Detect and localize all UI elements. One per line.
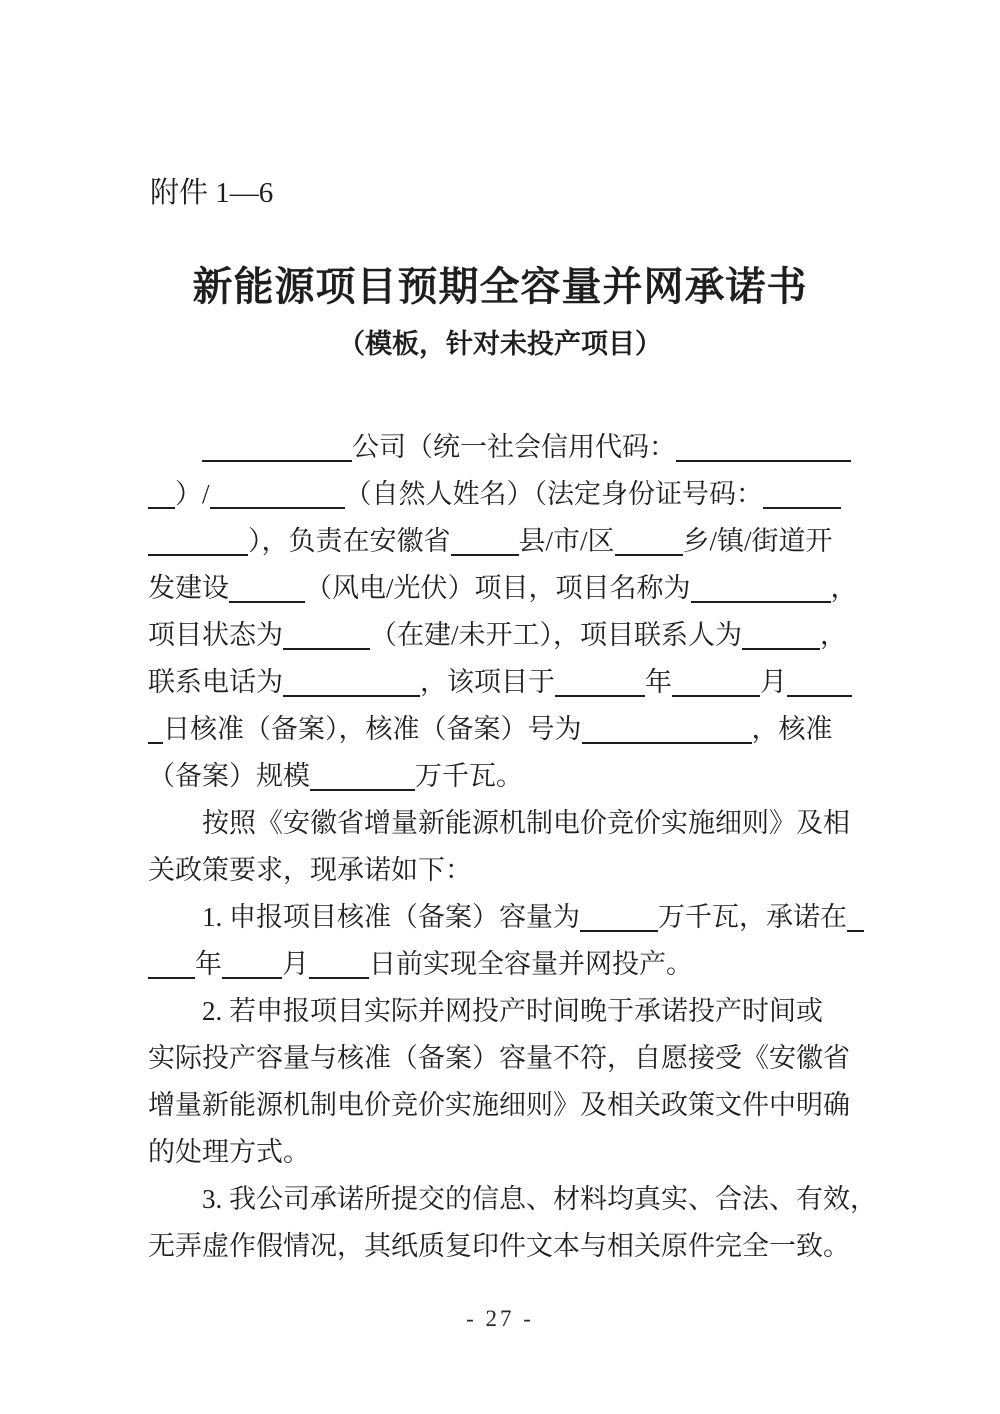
body-text: 公司（统一社会信用代码： [352, 432, 676, 462]
page-number: - 27 - [466, 1306, 534, 1331]
blank-field [451, 550, 519, 556]
body-line [148, 612, 862, 659]
blank-field [148, 503, 175, 509]
blank-field [555, 691, 645, 697]
body-line [148, 1129, 862, 1176]
blank-field [148, 973, 195, 979]
body-line [148, 1082, 862, 1129]
body-text: 年 [195, 949, 222, 979]
blank-field [676, 456, 851, 462]
body-text: 增量新能源机制电价竞价实施细则》及相关政策文件中明确 [148, 1090, 850, 1120]
body-line [148, 424, 862, 471]
body-text: 无弄虚作假情况，其纸质复印件文本与相关原件完全一致。 [148, 1231, 850, 1261]
document-title: 新能源项目预期全容量并网承诺书 [192, 265, 808, 309]
body-text: ，该项目于 [420, 667, 555, 697]
body-text: ），负责在安徽省 [248, 526, 451, 556]
body-text: 县/市/区 [518, 526, 615, 556]
body-line [148, 894, 862, 941]
blank-field [787, 691, 852, 697]
document-body [148, 424, 877, 1270]
blank-field [310, 785, 415, 791]
body-text: ， [830, 573, 858, 603]
body-text: 月 [282, 949, 309, 979]
body-line [148, 471, 862, 518]
body-text: 联系电话为 [148, 667, 283, 697]
blank-field [615, 550, 683, 556]
blank-field [148, 550, 248, 556]
blank-field [763, 503, 841, 509]
blank-field [148, 738, 163, 744]
blank-field [202, 456, 352, 462]
blank-field [847, 926, 864, 932]
body-text: 日核准（备案），核准（备案）号为 [163, 714, 582, 744]
attachment-label: 附件 1—6 [150, 177, 274, 209]
body-line [148, 659, 862, 706]
body-text: 乡/镇/街道开 [682, 526, 833, 556]
blank-field [742, 644, 820, 650]
blank-field [309, 973, 369, 979]
body-line [148, 706, 862, 753]
body-text: 万千瓦，承诺在 [658, 902, 847, 932]
body-text: 日前实现全容量并网投产。 [369, 949, 693, 979]
blank-field [283, 644, 370, 650]
body-text: （自然人姓名）（法定身份证号码： [344, 479, 764, 509]
body-text: 月 [760, 667, 787, 697]
body-text: 关政策要求，现承诺如下： [148, 855, 472, 885]
body-line [148, 847, 862, 894]
body-text: 发建设 [148, 573, 229, 603]
body-text: ）/ [175, 479, 210, 509]
body-line [148, 518, 862, 565]
body-line [148, 1223, 862, 1270]
body-text: 按照《安徽省增量新能源机制电价竞价实施细则》及相 [202, 808, 850, 838]
blank-field [229, 597, 305, 603]
body-line [148, 1035, 862, 1082]
blank-field [283, 691, 420, 697]
document-subtitle: （模板，针对未投产项目） [338, 329, 662, 359]
body-text: （风电/光伏）项目，项目名称为 [305, 573, 691, 603]
body-text: 项目状态为 [148, 620, 283, 650]
body-line [148, 753, 862, 800]
body-text: 1. 申报项目核准（备案）容量为 [202, 902, 580, 932]
blank-field [210, 503, 345, 509]
body-line [148, 988, 862, 1035]
body-text: 2. 若申报项目实际并网投产时间晚于承诺投产时间或 [202, 996, 823, 1026]
blank-field [691, 597, 831, 603]
body-text: 的处理方式。 [148, 1137, 310, 1167]
body-text: 实际投产容量与核准（备案）容量不符，自愿接受《安徽省 [148, 1043, 850, 1073]
body-line [148, 800, 862, 847]
body-line [148, 941, 862, 988]
body-text: ，核准 [751, 714, 833, 744]
body-text: 年 [645, 667, 672, 697]
body-line [148, 565, 862, 612]
body-text: ， [820, 620, 848, 650]
blank-field [672, 691, 760, 697]
body-text: 3. 我公司承诺所提交的信息、材料均真实、合法、有效， [202, 1184, 877, 1214]
blank-field [582, 738, 752, 744]
body-text: 万千瓦。 [415, 761, 523, 791]
blank-field [222, 973, 282, 979]
body-text: （备案）规模 [148, 761, 310, 791]
body-line [148, 1176, 877, 1223]
body-text: （在建/未开工），项目联系人为 [370, 620, 743, 650]
blank-field [580, 926, 658, 932]
